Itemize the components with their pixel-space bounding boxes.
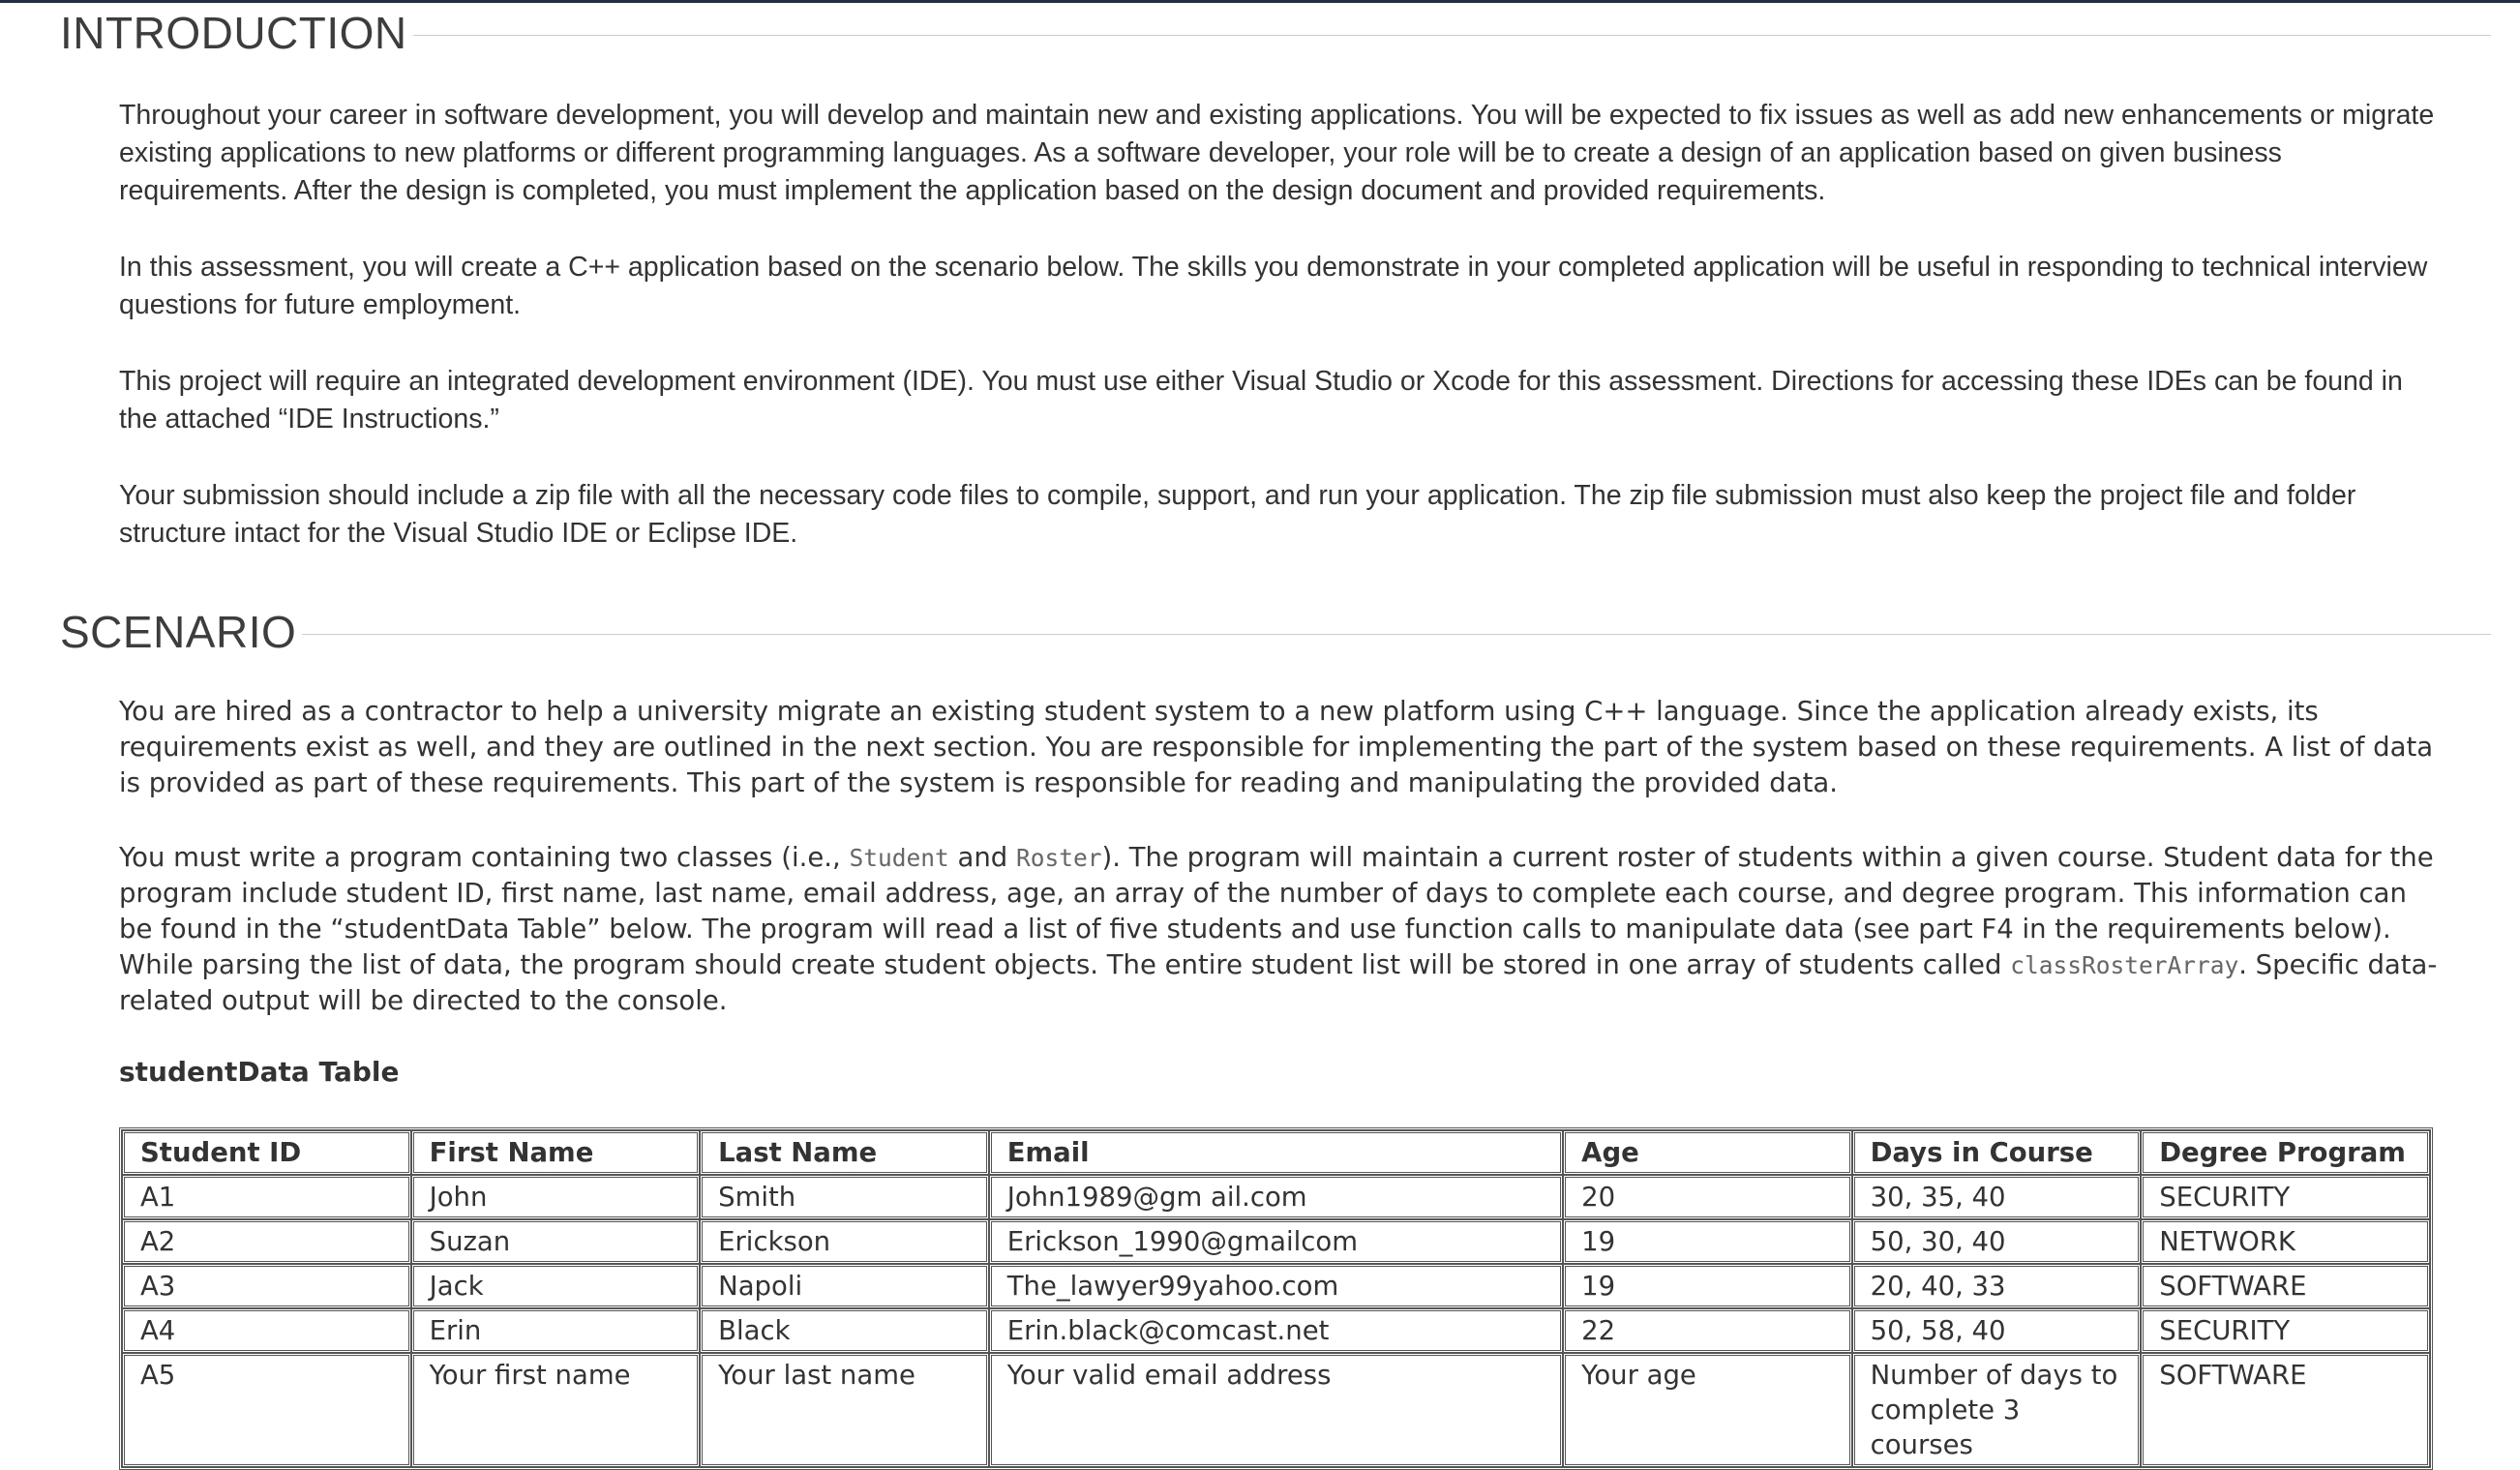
roster-class-code: Roster bbox=[1016, 844, 1102, 872]
cell-student-id: A3 bbox=[122, 1264, 411, 1308]
header-degree-program: Degree Program bbox=[2141, 1130, 2430, 1175]
scenario-divider bbox=[302, 634, 2491, 635]
student-data-table-title: studentData Table bbox=[119, 1056, 400, 1088]
cell-email: The_lawyer99yahoo.com bbox=[989, 1264, 1563, 1308]
cell-student-id: A1 bbox=[122, 1175, 411, 1219]
scenario-p2-text-1: You must write a program containing two classes (i.e., bbox=[119, 842, 850, 873]
intro-paragraph-4: Your submission should include a zip file with all the necessary code files to compile, support, and run your application. The zip file submission must also keep the project file and folder structure intact for the Visual Studio IDE or Eclipse IDE. bbox=[119, 480, 2356, 549]
table-row bbox=[122, 1308, 2430, 1353]
cell-days-in-course: 50, 30, 40 bbox=[1852, 1219, 2142, 1264]
student-data-table bbox=[119, 1127, 2433, 1470]
cell-last-name: Napoli bbox=[700, 1264, 989, 1308]
document-page bbox=[0, 3, 2520, 1460]
scenario-p2-text-3: ). The program will maintain a current roster of students within a given course. Student data for the program include student ID, first name, last name, email address, age, an array of the number of days to complete each course, and degree program. This information can be found in the “studentData Table” below. The program will read a list of five students and use function calls to manipulate data (see part F4 in the requirements below). While parsing the list of data, the program should create student objects. The entire student list will be stored in one array of students called bbox=[119, 842, 2434, 980]
cell-days-in-course: 30, 35, 40 bbox=[1852, 1175, 2142, 1219]
cell-last-name: Smith bbox=[700, 1175, 989, 1219]
cell-email: John1989@gm ail.com bbox=[989, 1175, 1563, 1219]
introduction-header bbox=[60, 7, 2491, 59]
intro-paragraph-3: This project will require an integrated development environment (IDE). You must use either Visual Studio or Xcode for this assessment. Directions for accessing these IDEs can be found in the attached “IDE Instructions.” bbox=[119, 366, 2403, 435]
cell-email: Erickson_1990@gmailcom bbox=[989, 1219, 1563, 1264]
scenario-heading: SCENARIO bbox=[60, 607, 297, 657]
header-student-id: Student ID bbox=[122, 1130, 411, 1175]
cell-degree-program: SOFTWARE bbox=[2141, 1353, 2430, 1467]
cell-age: 22 bbox=[1563, 1308, 1851, 1353]
cell-degree-program: SECURITY bbox=[2141, 1308, 2430, 1353]
cell-first-name: Your first name bbox=[411, 1353, 701, 1467]
cell-first-name: Erin bbox=[411, 1308, 701, 1353]
cell-first-name: Suzan bbox=[411, 1219, 701, 1264]
cell-last-name: Black bbox=[700, 1308, 989, 1353]
table-header-row bbox=[122, 1130, 2430, 1175]
cell-last-name: Your last name bbox=[700, 1353, 989, 1467]
table-row bbox=[122, 1264, 2430, 1308]
cell-days-in-course: 50, 58, 40 bbox=[1852, 1308, 2142, 1353]
cell-age: Your age bbox=[1563, 1353, 1851, 1467]
header-last-name: Last Name bbox=[700, 1130, 989, 1175]
cell-student-id: A4 bbox=[122, 1308, 411, 1353]
cell-first-name: Jack bbox=[411, 1264, 701, 1308]
scenario-p2-text-4: . Specific data-related output will be directed to the console. bbox=[119, 949, 2438, 1016]
cell-degree-program: NETWORK bbox=[2141, 1219, 2430, 1264]
cell-age: 19 bbox=[1563, 1219, 1851, 1264]
cell-days-in-course: 20, 40, 33 bbox=[1852, 1264, 2142, 1308]
cell-age: 19 bbox=[1563, 1264, 1851, 1308]
scenario-paragraph-2 bbox=[119, 840, 2442, 1019]
header-first-name: First Name bbox=[411, 1130, 701, 1175]
table-row bbox=[122, 1175, 2430, 1219]
cell-first-name: John bbox=[411, 1175, 701, 1219]
introduction-divider bbox=[413, 35, 2491, 36]
cell-age: 20 bbox=[1563, 1175, 1851, 1219]
cell-days-in-course: Number of days to complete 3 courses bbox=[1852, 1353, 2142, 1467]
cell-degree-program: SECURITY bbox=[2141, 1175, 2430, 1219]
cell-student-id: A2 bbox=[122, 1219, 411, 1264]
cell-email: Your valid email address bbox=[989, 1353, 1563, 1467]
intro-paragraph-2: In this assessment, you will create a C++ application based on the scenario below. The skills you demonstrate in your completed application will be useful in responding to technical interview questions for future employment. bbox=[119, 252, 2428, 320]
class-roster-array-code: classRosterArray bbox=[2010, 951, 2239, 979]
cell-email: Erin.black@comcast.net bbox=[989, 1308, 1563, 1353]
introduction-heading: INTRODUCTION bbox=[60, 8, 407, 58]
table-row bbox=[122, 1219, 2430, 1264]
student-class-code: Student bbox=[849, 844, 949, 872]
cell-last-name: Erickson bbox=[700, 1219, 989, 1264]
intro-paragraph-1: Throughout your career in software development, you will develop and maintain new and existing applications. You will be expected to fix issues as well as add new enhancements or migrate existing applications to new platforms or different programming languages. As a software developer, your role will be to create a design of an application based on given business requirements. After the design is completed, you must implement the application based on the design document and provided requirements. bbox=[119, 100, 2435, 206]
table-row bbox=[122, 1353, 2430, 1467]
header-age: Age bbox=[1563, 1130, 1851, 1175]
scenario-header bbox=[60, 606, 2491, 658]
scenario-paragraph-1: You are hired as a contractor to help a university migrate an existing student system to a new platform using C++ language. Since the application already exists, its requirements exist as well, and they are outlined in the next section. You are responsible for implementing the part of the system based on these requirements. A list of data is provided as part of these requirements. This part of the system is responsible for reading and manipulating the provided data. bbox=[119, 696, 2434, 798]
scenario-p2-text-2: and bbox=[948, 842, 1017, 873]
header-email: Email bbox=[989, 1130, 1563, 1175]
header-days-in-course: Days in Course bbox=[1852, 1130, 2142, 1175]
cell-degree-program: SOFTWARE bbox=[2141, 1264, 2430, 1308]
cell-student-id: A5 bbox=[122, 1353, 411, 1467]
